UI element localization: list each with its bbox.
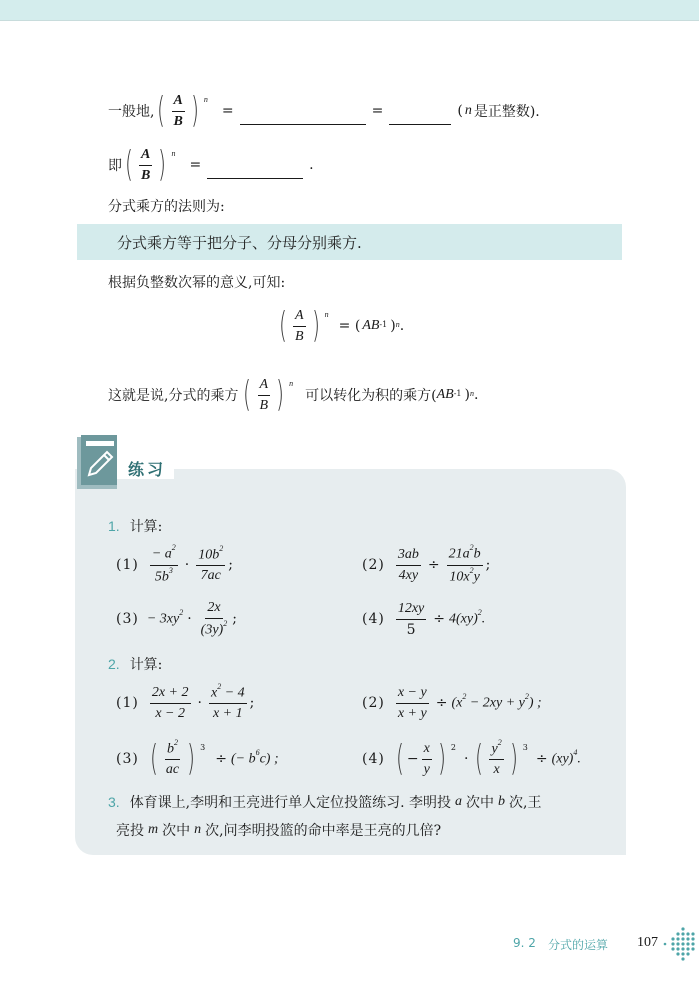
question-3-line-2: 亮投 m 次中 n 次,问李明投篮的命中率是王亮的几倍? [116,822,442,839]
notebook-pencil-icon [77,435,119,489]
q2-item-1: (1) $\frac{2x + 2}{x - 2}$ · $\frac{x^2 - 4}{x + 1}$ ; [116,681,255,722]
q1-item-2: (2) $\frac{3ab}{4xy}$ ÷ $\frac{21a^2b}{10x^2y}$ ; [362,542,491,585]
question-2: 2. 计算: [108,656,163,673]
question-3-line-1: 3. 体育课上,李明和王亮进行单人定位投篮练习. 李明投 a 次中 b 次,王 [108,794,542,811]
intro-prefix: 一般地, [108,104,155,120]
fill-in-blank-1[interactable] [240,109,366,125]
rule-highlight-box [77,224,622,260]
section-title: 分式的运算 [548,938,609,952]
q2-item-2: (2) $\frac{x - y}{x + y}$ ÷ $(x^2 - 2xy + y^2)$ ; [362,684,542,721]
top-header-band [0,0,699,21]
intro-line-2: 即 ( $\frac{A}{B}$ ) n = . [108,144,314,185]
rule-text: 分式乘方等于把分子、分母分别乘方. [117,233,362,252]
q2-item-3: (3) ( $\frac{b^2}{ac}$ ) 3 ÷ (− $b^6c$) ; [116,737,279,779]
fraction-power: ( $\frac{A}{B}$ ) n [157,90,208,131]
q1-item-4: (4) $\frac{12xy}{5}$ ÷ 4(xy)$^2$. [362,600,486,638]
practice-title: 练习 [128,460,167,479]
rule-lead: 分式乘方的法则为: [108,199,225,215]
intro-line-1: 一般地, ( $\frac{A}{B}$ ) n = = ( n 是正整数). [108,90,540,131]
fill-in-blank-3[interactable] [207,163,303,179]
question-1: 1. 计算: [108,518,163,535]
page-footer [0,936,699,956]
q1-item-3: (3) − $3xy^2$ · $\frac{2x}{(3y)^2}$ ; [116,599,237,638]
q2-item-4: (4) ( − $\frac{x}{y}$ ) 2 · ( $\frac{y^2}{x}$ ) 3 ÷ (xy)$^4$. [362,737,581,779]
negative-power-lead: 根据负整数次幂的意义,可知: [108,275,286,291]
conclusion-line: 这就是说,分式的乘方 ( $\frac{A}{B}$ ) n 可以转化为积的乘方( AB -1 ) n . [108,374,479,415]
centered-formula: ( $\frac{A}{B}$ ) n = ( AB -1 ) n . [279,305,405,346]
q1-item-1: (1) $\frac{- a^2}{5b^3}$ · $\frac{10b^2}{7ac}$ ; [116,542,233,585]
decorative-dots-icon [661,926,699,962]
fill-in-blank-2[interactable] [389,109,451,125]
page-number: 107 [637,935,658,950]
section-number: 9. 2 [513,936,536,950]
